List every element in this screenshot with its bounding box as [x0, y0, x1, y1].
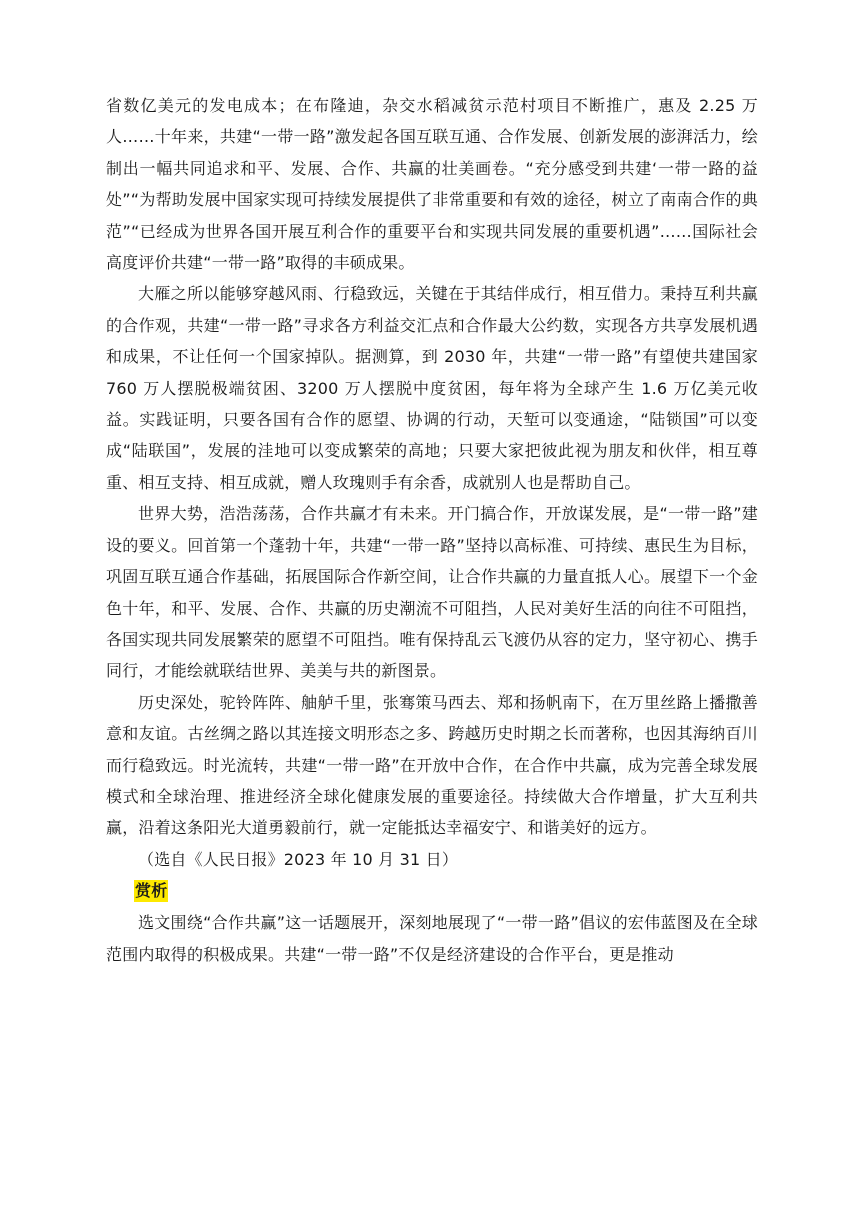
- paragraph-world-trend: 世界大势，浩浩荡荡，合作共赢才有未来。开门搞合作，开放谋发展，是“一带一路”建设的要义。回首第一个蓬勃十年，共建“一带一路”坚持以高标准、可持续、惠民生为目标，巩固互联互通合作基础，拓展国际合作新空间，让合作共赢的力量直抵人心。展望下一个金色十年，和平、发展、合作、共赢的历史潮流不可阻挡，人民对美好生活的向往不可阻挡，各国实现共同发展繁荣的愿望不可阻挡。唯有保持乱云飞渡仍从容的定力，坚守初心、携手同行，才能绘就联结世界、美美与共的新图景。: [106, 504, 758, 681]
- source-citation: （选自《人民日报》2023 年 10 月 31 日）: [138, 849, 459, 869]
- paragraph-continuation: 省数亿美元的发电成本；在布隆迪，杂交水稻减贫示范村项目不断推广，惠及 2.25 万人……十年来，共建“一带一路”激发起各国互联互通、合作发展、创新发展的澎湃活力，绘制出一幅共同追求和平、发展、合作、共赢的壮美画卷。“充分感受到共建‘一带一路的益处”“为帮助发展中国家实现可持续发展提供了非常重要和有效的途径，树立了南南合作的典范”“已经成为世界各国开展互利合作的重要平台和实现共同发展的重要机遇”……国际社会高度评价共建“一带一路”取得的丰硕成果。: [106, 96, 758, 273]
- paragraph-history: 历史深处，驼铃阵阵、舳舻千里，张骞策马西去、郑和扬帆南下，在万里丝路上播撒善意和友谊。古丝绸之路以其连接文明形态之多、跨越历史时期之长而著称，也因其海纳百川而行稳致远。时光流转，共建“一带一路”在开放中合作，在合作中共赢，成为完善全球发展模式和全球治理、推进经济全球化健康发展的重要途径。持续做大合作增量，扩大互利共赢，沿着这条阳光大道勇毅前行，就一定能抵达幸福安宁、和谐美好的远方。: [106, 692, 758, 838]
- analysis-text: 选文围绕“合作共赢”这一话题展开，深刻地展现了“一带一路”倡议的宏伟蓝图及在全球范围内取得的积极成果。共建“一带一路”不仅是经济建设的合作平台，更是推动: [106, 913, 758, 964]
- analysis-label: 赏析: [135, 881, 168, 901]
- article-body: [106, 90, 758, 970]
- paragraph-wild-geese: 大雁之所以能够穿越风雨、行稳致远，关键在于其结伴成行，相互借力。秉持互利共赢的合作观，共建“一带一路”寻求各方利益交汇点和合作最大公约数，实现各方共享发展机遇和成果，不让任何一个国家掉队。据测算，到 2030 年，共建“一带一路”有望使共建国家 760 万人摆脱极端贫困、3200 万人摆脱中度贫困，每年将为全球产生 1.6 万亿美元收益。实践证明，只要各国有合作的愿望、协调的行动，天堑可以变通途，“陆锁国”可以变成“陆联国”，发展的洼地可以变成繁荣的高地；只要大家把彼此视为朋友和伙伴，相互尊重、相互支持、相互成就，赠人玫瑰则手有余香，成就别人也是帮助自己。: [106, 284, 758, 492]
